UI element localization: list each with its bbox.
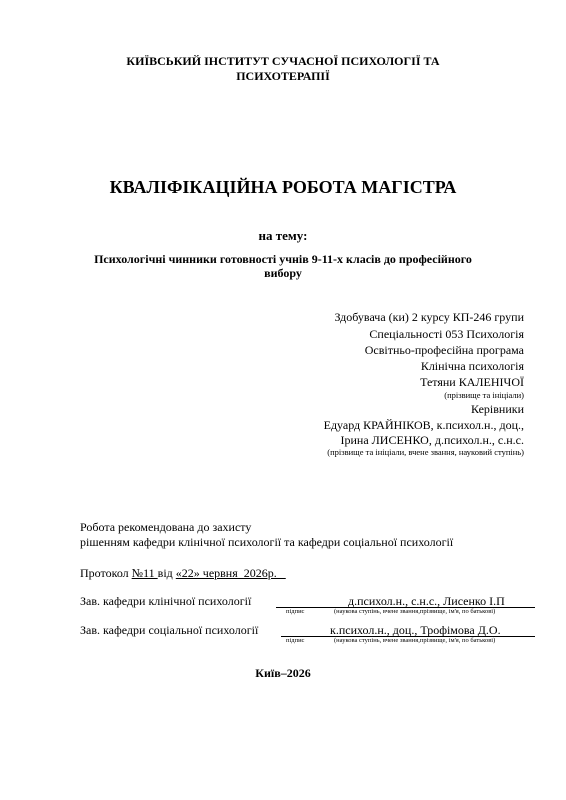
topic-line1: Психологічні чинники готовності учнів 9-11-х класів до професійного	[94, 252, 472, 266]
head-1-degree-hint: (наукова ступінь, вчене звання,прізвище, ім'я, по батькові)	[334, 608, 496, 615]
protocol-date: «22» червня 2026р.	[175, 566, 286, 580]
recommendation-line2: рішенням кафедри клінічної психології та кафедри соціальної психології	[80, 535, 454, 549]
supervisor-2: Ірина ЛИСЕНКО, д.психол.н., с.н.с.	[340, 433, 524, 447]
protocol-from: від	[157, 566, 176, 580]
supervisors-label: Керівники	[471, 402, 524, 416]
topic-label: на тему:	[258, 228, 308, 243]
head-1-value: д.психол.н., с.н.с., Лисенко І.П	[348, 594, 505, 608]
head-2-label: Зав. кафедри соціальної психології	[80, 623, 259, 637]
recommendation-line1: Робота рекомендована до захисту	[80, 520, 252, 534]
city-year: Київ–2026	[255, 666, 311, 680]
student-specialty: Спеціальності 053 Психологія	[369, 327, 524, 341]
supervisor-1: Едуард КРАЙНІКОВ, к.психол.н., доц.,	[323, 418, 524, 432]
work-type-title: КВАЛІФІКАЦІЙНА РОБОТА МАГІСТРА	[109, 177, 457, 197]
institute-name-line1: КИЇВСЬКИЙ ІНСТИТУТ СУЧАСНОЇ ПСИХОЛОГІЇ ТА	[126, 54, 440, 68]
head-2-sign-hint: підпис	[286, 637, 305, 644]
head-1-label: Зав. кафедри клінічної психології	[80, 594, 252, 608]
head-1-sign-hint: підпис	[286, 608, 305, 615]
student-program-name: Клінічна психологія	[420, 359, 524, 373]
protocol-label: Протокол	[80, 566, 132, 580]
supervisors-hint: (прізвище та ініціали, вчене звання, науковий ступінь)	[327, 447, 524, 457]
institute-name-line2: ПСИХОТЕРАПІЇ	[236, 69, 330, 83]
head-2-value: к.психол.н., доц., Трофімова Д.О.	[330, 623, 501, 637]
topic-line2: вибору	[264, 266, 302, 280]
protocol-row	[80, 566, 286, 581]
student-name-hint: (прізвище та ініціали)	[444, 390, 524, 400]
head-2-degree-hint: (наукова ступінь, вчене звання,прізвище, ім'я, по батькові)	[334, 637, 496, 644]
student-course: Здобувача (ки) 2 курсу КП-246 групи	[334, 310, 524, 324]
student-name: Тетяни КАЛЕНІЧОЇ	[420, 375, 524, 389]
student-program: Освітньо-професійна програма	[364, 343, 524, 357]
protocol-number: №11	[131, 566, 158, 580]
